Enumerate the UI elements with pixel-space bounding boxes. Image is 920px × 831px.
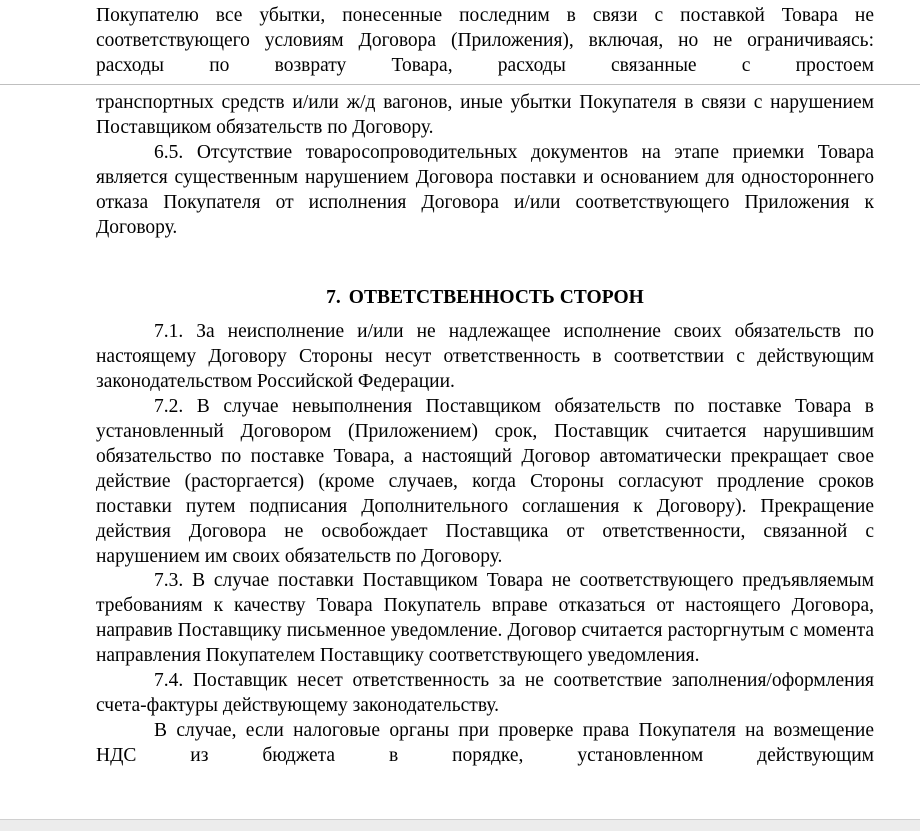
section-7-number: 7. — [326, 287, 341, 309]
clause-7-3: 7.3. В случае поставки Поставщиком Товара не соответствующего предъявляемым требованиям к качеству Товара Покупатель вправе отказаться от настоящего Договора, направив Поставщику письменное уведомление. Договор считается расторгнутым с момента направления Покупателем Поставщику соответствующего уведомления. — [96, 570, 874, 667]
clause-7-2: 7.2. В случае невыполнения Поставщиком обязательств по поставке Товара в установленный Договором (Приложением) срок, Поставщик считается нарушившим обязательство по поставке Товара, а настоящий Договор автоматически прекращает свое действие (расторгается) (кроме случаев, когда Стороны согласуют продление сроков поставки путем подписания Дополнительного соглашения к Договору). Прекращение действия Договора не освобождает Поставщика от ответственности, связанной с нарушением им своих обязательств по Договору. — [96, 396, 874, 567]
page-text-column — [96, 91, 874, 769]
clause-7-4: 7.4. Поставщик несет ответственность за не соответствие заполнения/оформления счета-фактуры действующему законодательству. — [96, 670, 874, 716]
paragraph-damages-continuation: транспортных средств и/или ж/д вагонов, иные убытки Покупателя в связи с нарушением Поставщиком обязательств по Договору. — [96, 92, 874, 138]
previous-page-text-block — [96, 4, 874, 79]
clause-7-4-continuation: В случае, если налоговые органы при проверке права Покупателя на возмещение НДС из бюджета в порядке, установленном действующим — [96, 719, 874, 766]
clause-7-1: 7.1. За неисполнение и/или не надлежащее исполнение своих обязательств по настоящему Договору Стороны несут ответственность в соответствии с действующим законодательством Российской Федерации. — [96, 321, 874, 393]
section-7-title: ОТВЕТСТВЕННОСТЬ СТОРОН — [348, 287, 644, 309]
document-page — [0, 85, 920, 819]
paragraph-damages-start: Покупателю все убытки, понесенные последним в связи с поставкой Товара не соответствующего условиям Договора (Приложения), включая, но не ограничиваясь: расходы по возврату Товара, расходы связанные с простоем — [96, 5, 874, 76]
viewer-bottom-edge — [0, 819, 920, 831]
clause-6-5: 6.5. Отсутствие товаросопроводительных документов на этапе приемки Товара является существенным нарушением Договора поставки и основанием для одностороннего отказа Покупателя от исполнения Договора и/или соответствующего Приложения к Договору. — [96, 141, 874, 238]
heading-spacer — [96, 311, 874, 320]
section-7-heading — [96, 286, 874, 311]
previous-page-fragment — [0, 0, 920, 85]
section-spacer — [96, 240, 874, 286]
